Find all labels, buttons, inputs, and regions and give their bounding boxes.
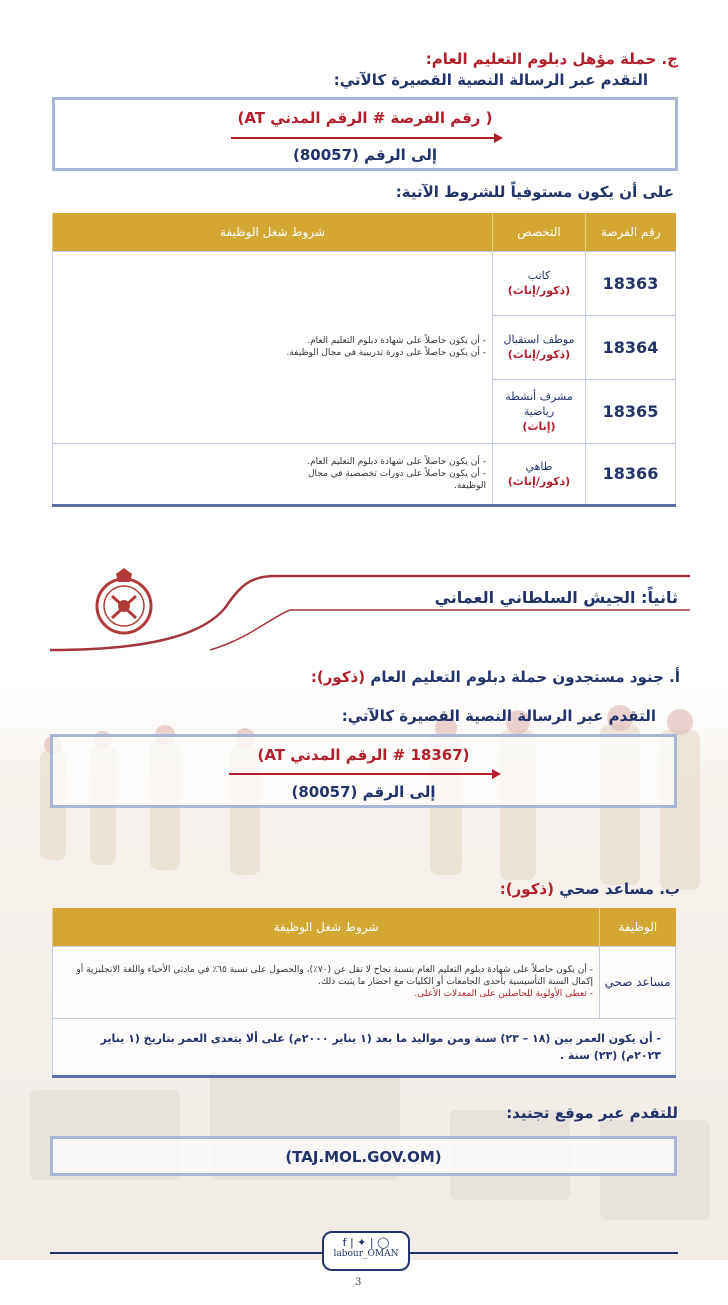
facebook-icon[interactable]: f: [342, 1236, 347, 1249]
sub-a-text: أ. جنود مستجدون حملة دبلوم التعليم العام: [370, 668, 680, 686]
condition-item: - أن يكون حاصلاً على شهادة دبلوم التعليم العام.: [283, 335, 486, 347]
job-title: مشرف أنشطة رياضية (إناث): [493, 379, 586, 443]
taj-label: للتقدم عبر موقع تجنيد:: [506, 1104, 678, 1122]
apply-sms-label: التقدم عبر الرسالة النصية القصيرة كالآتي:: [333, 71, 648, 89]
section-c-heading: ج. حملة مؤهل دبلوم التعليم العام:: [425, 50, 678, 68]
opportunity-number: 18364: [586, 315, 676, 379]
conditions-cell: [53, 443, 493, 505]
sub-b-gender: (ذكور):: [499, 880, 554, 898]
sms-number-line: إلى الرقم (80057): [293, 146, 437, 164]
header-opportunity-number: رقم الفرصة: [586, 213, 676, 251]
sms-format-line: ( رقم الفرصة # الرقم المدني AT): [237, 109, 493, 127]
table-row: [53, 251, 676, 315]
table-row: [53, 443, 676, 505]
page-number: 3: [355, 1277, 362, 1288]
condition-item: - تعطى الأولوية للحاصلين على المعدلات الأعلى.: [63, 988, 593, 1000]
jobs-table: [52, 213, 676, 507]
opportunity-number: 18365: [586, 379, 676, 443]
condition-item: - أن يكون حاصلاً على شهادة دبلوم التعليم العام بنسبة نجاح لا تقل عن (٧٠٪)، والحصول على نسبة ٦٥٪ في مادتي الأحياء واللغة الانجليزية أو إكمال السنة التأسيسية بأحدى الجامعات أو الكليات مع احضار ما يثبت ذلك.: [63, 964, 593, 988]
taj-url-link[interactable]: (TAJ.MOL.GOV.OM): [285, 1148, 442, 1166]
social-handle: labour_OMAN: [333, 1249, 399, 1259]
army-apply-sms-label: التقدم عبر الرسالة النصية القصيرة كالآتي:: [341, 707, 656, 725]
header-job: الوظيفة: [600, 908, 676, 946]
job-title: مساعد صحي: [600, 946, 676, 1018]
opportunity-number: 18363: [586, 251, 676, 315]
sub-a-gender: (ذكور):: [310, 668, 366, 686]
army-sms-format-line: (18367 # الرقم المدني AT): [257, 746, 470, 764]
army-sub-a-heading: [311, 668, 680, 686]
table-row: [53, 946, 676, 1018]
conditions-cell: [53, 251, 493, 443]
army-sms-number-line: إلى الرقم (80057): [291, 783, 436, 801]
instagram-icon[interactable]: ◯: [377, 1236, 390, 1249]
table-row: [53, 1018, 676, 1076]
job-title: كاتب (ذكور/إناث): [493, 251, 586, 315]
army-emblem-icon: [92, 566, 156, 638]
condition-item: - أن يكون حاصلاً على دورات تخصصية في مجال الوظيفة.: [283, 468, 486, 492]
army-sub-b-heading: [500, 880, 680, 898]
header-specialization: التخصص: [493, 213, 586, 251]
opportunity-number: 18366: [586, 443, 676, 505]
condition-item: - أن يكون حاصلاً على دورة تدريبية في مجال الوظيفة.: [283, 347, 486, 359]
arrow-icon: [231, 137, 495, 139]
sub-b-text: ب. مساعد صحي: [559, 880, 680, 898]
taj-url-box: [50, 1136, 677, 1176]
header-conditions: شروط شغل الوظيفة: [53, 908, 600, 946]
header-conditions: شروط شغل الوظيفة: [53, 213, 493, 251]
condition-item: - أن يكون حاصلاً على شهادة دبلوم التعليم العام.: [283, 456, 486, 468]
health-assistant-table: [52, 908, 676, 1078]
army-sms-box: [50, 734, 677, 808]
sms-instructions-box: [52, 97, 678, 171]
conditions-title: على أن يكون مستوفياً للشروط الآتية:: [395, 183, 674, 201]
job-title: طاهي (ذكور/إناث): [493, 443, 586, 505]
army-section-title: ثانياً: الجيش السلطاني العماني: [434, 588, 678, 607]
arrow-icon: [229, 773, 493, 775]
job-title: موظف استقبال (ذكور/إناث): [493, 315, 586, 379]
social-media-badge: [322, 1231, 410, 1271]
social-icons: f | ✦ | ◯: [342, 1236, 390, 1249]
twitter-icon[interactable]: ✦: [357, 1236, 367, 1249]
conditions-cell: [53, 946, 600, 1018]
age-condition: - أن يكون العمر بين (١٨ – ٢٣) سنة ومن مواليد ما بعد (١ يناير ٢٠٠٠م) على ألا يتعدى العمر بتاريخ (١ يناير ٢٠٢٣م) (٢٣) سنة .: [53, 1018, 676, 1076]
